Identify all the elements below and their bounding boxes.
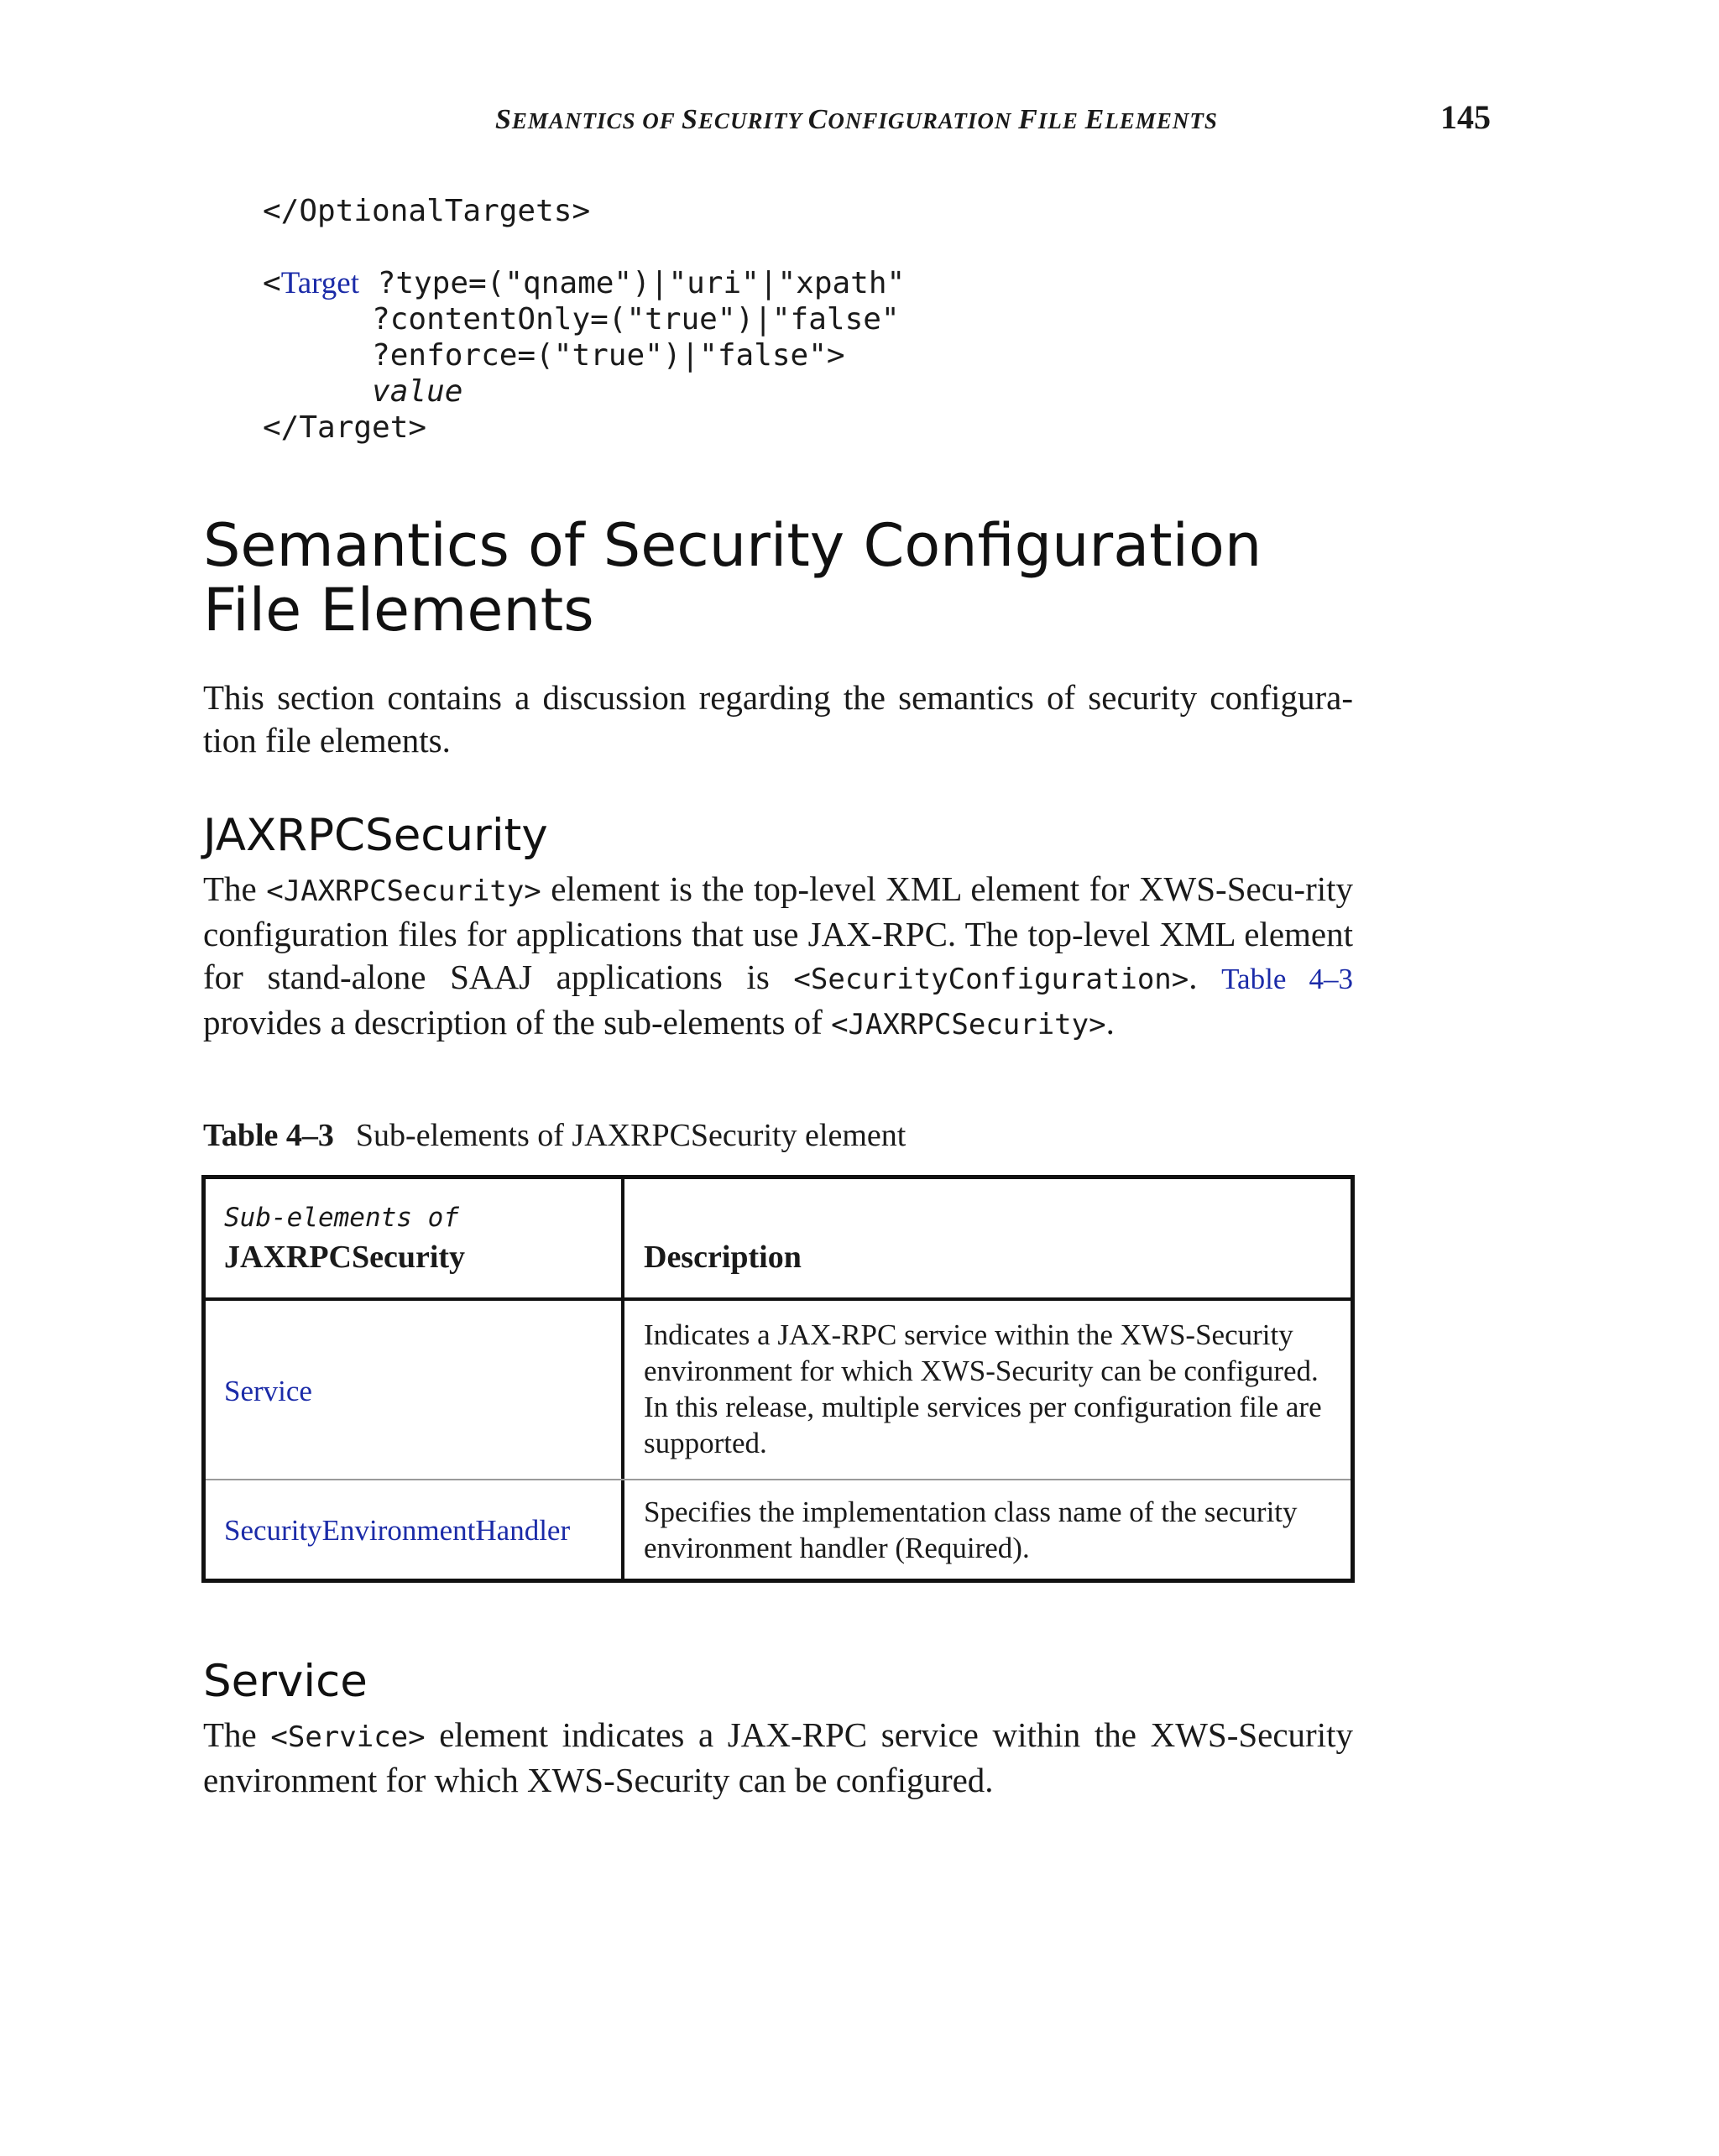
running-header-cap: F [1018, 104, 1038, 135]
paragraph-text: provides a description of the sub-elements of [203, 1003, 832, 1041]
table-row-divider [206, 1479, 1351, 1480]
table-row-description: Specifies the implementation class name of the security environment handler (Required). [644, 1496, 1298, 1564]
inline-code: <Service> [270, 1720, 426, 1754]
jaxrpcsecurity-heading: JAXRPCSecurity [203, 810, 548, 861]
code-line [263, 265, 905, 301]
inline-code: <SecurityConfiguration> [793, 963, 1189, 996]
table-caption-label: Table 4–3 [203, 1118, 334, 1153]
running-header-smallcaps: ONFIGURATION [828, 108, 1019, 133]
code-blank-line [263, 229, 905, 265]
table-header-divider [206, 1297, 1351, 1301]
intro-paragraph: This section contains a discussion regarding the semantics of security configura-tion file elements. [203, 678, 1353, 760]
code-line: ?enforce=("true")|"false"> [263, 338, 845, 373]
code-line: </Target> [263, 410, 427, 445]
table-column-divider [621, 1179, 624, 1579]
paragraph-text: The [203, 1715, 271, 1754]
paragraph-text: . [1189, 958, 1222, 996]
table-caption-text: Sub-elements of JAXRPCSecurity element [355, 1118, 907, 1153]
service-heading: Service [203, 1656, 368, 1707]
code-line: ?contentOnly=("true")|"false" [263, 302, 900, 337]
table-reference-link[interactable]: Table 4–3 [1221, 963, 1353, 995]
running-header-smallcaps: ILE [1037, 108, 1085, 133]
table-row-description: Indicates a JAX-RPC service within the XWS-Security environment for which XWS-Security can be configured. In this release, multiple services per configuration file are supported. [644, 1318, 1322, 1459]
service-paragraph [203, 1714, 1353, 1802]
table-header-col1-line2: JAXRPCSecurity [224, 1240, 466, 1275]
page-number: 145 [1440, 98, 1491, 136]
code-line [263, 373, 905, 410]
paragraph-text: The [203, 869, 267, 908]
running-header-cap: C [807, 104, 828, 135]
code-line: </OptionalTargets> [263, 194, 591, 228]
code-attribute: ?type=("qname")|"uri"|"xpath" [358, 266, 906, 300]
running-header-smallcaps: LEMENTS [1105, 108, 1218, 133]
code-bracket: < [263, 266, 281, 300]
inline-code: <JAXRPCSecurity> [266, 874, 541, 908]
paragraph-text: element indicates a JAX-RPC service within the XWS-Security environment for which XWS-Security can be configured. [203, 1715, 1353, 1799]
section-title: Semantics of Security Configuration File Elements [203, 511, 1262, 645]
code-block [263, 193, 905, 446]
running-header [495, 102, 1218, 138]
table-caption [203, 1116, 906, 1155]
table-row-name-security-environment-handler[interactable]: SecurityEnvironmentHandler [224, 1514, 571, 1547]
jaxrpcsecurity-paragraph [203, 868, 1353, 1047]
paragraph-text: . [1105, 1003, 1115, 1041]
table-header-col2: Description [644, 1240, 802, 1275]
table-header-col1-line1: Sub-elements of [224, 1203, 459, 1233]
running-header-cap: S [682, 104, 698, 135]
running-header-smallcaps: ECURITY [698, 108, 808, 133]
code-indent [263, 374, 372, 409]
code-value-placeholder: value [372, 374, 463, 409]
running-header-cap: E [1084, 104, 1105, 135]
table-row-name-service[interactable]: Service [224, 1375, 312, 1407]
inline-code: <JAXRPCSecurity> [831, 1008, 1106, 1041]
running-header-cap: S [495, 104, 512, 135]
sub-elements-table [201, 1175, 1355, 1583]
running-header-smallcaps: EMANTICS OF [511, 108, 682, 133]
code-keyword-target: Target [280, 266, 359, 300]
paragraph-text: element is the top-level XML element for XWS-Secu-rity configuration files for applications that use JAX-RPC. The top-level XML element for stand-alone SAAJ applications is [203, 869, 1353, 996]
